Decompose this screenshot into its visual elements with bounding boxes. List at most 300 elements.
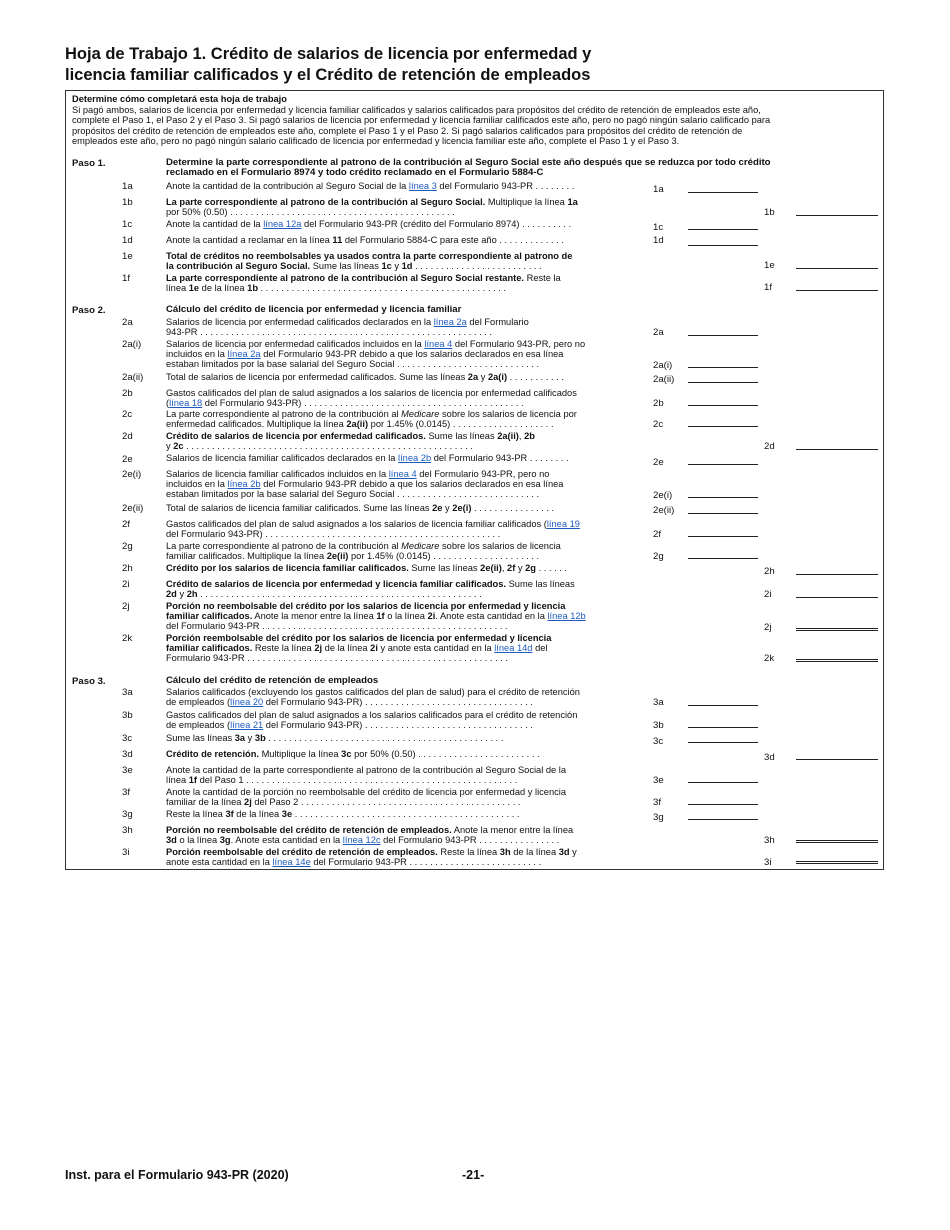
amount-field-2f[interactable] <box>688 536 758 537</box>
line-text <box>166 633 643 663</box>
box-label: 2g <box>653 551 664 562</box>
text: y <box>569 847 577 857</box>
text: 1e <box>188 283 200 293</box>
box-label: 2c <box>653 419 664 430</box>
box-label: 1d <box>653 235 664 246</box>
footer-page-number: -21- <box>462 1168 485 1182</box>
box-label: 1b <box>764 207 775 218</box>
amount-field-3a[interactable] <box>688 705 758 706</box>
text: línea <box>166 775 189 785</box>
box-label: 2e(i) <box>653 490 673 501</box>
line-text <box>166 453 643 463</box>
amount-field-2b[interactable] <box>688 405 758 406</box>
line-number: 1d <box>122 235 133 246</box>
box-label: 1f <box>764 282 773 293</box>
text: por 1.45% (0.0145) . . . . . . . . . . . . . . . . . . . . <box>368 419 554 429</box>
box-label: 2a(ii) <box>653 374 675 385</box>
line-text <box>166 787 643 807</box>
text: de la línea <box>199 283 248 293</box>
text: . . . . . . <box>536 563 567 573</box>
text: 2e(i) <box>452 503 472 513</box>
text: por 50% (0.50) . . . . . . . . . . . . . . . . . . . . . . . . <box>351 749 540 759</box>
amount-field-3e[interactable] <box>688 782 758 783</box>
text: La parte correspondiente al patrono de la contribución al Seguro Social. <box>166 197 486 207</box>
text: 3f <box>225 809 234 819</box>
footer-form-name: Inst. para el Formulario 943-PR (2020) <box>65 1168 289 1182</box>
text: Porción no reembolsable del crédito por los salarios de licencia por enfermedad y licencia <box>166 601 566 611</box>
form-link[interactable]: línea 3 <box>408 181 437 191</box>
text: Porción no reembolsable del crédito de retención de empleados. <box>166 825 452 835</box>
text: del Paso 2 . . . . . . . . . . . . . . . . . . . . . . . . . . . . . . . . . . . . . . . . . . . <box>251 797 521 807</box>
text: Anote la cantidad de la contribución al Seguro Social de la <box>166 181 409 191</box>
text: familiar calificados. <box>166 611 253 621</box>
text: . . . . . . . . . . . . . . . . . . . . . . . . . . . . . . . . . . . . . . . . . . . . . . . . . . . . . . . . <box>183 441 473 451</box>
box-label: 3g <box>653 812 664 823</box>
text: 1f <box>188 775 198 785</box>
amount-field-2d[interactable] <box>796 449 878 450</box>
text: Anote la menor entre la línea <box>451 825 574 835</box>
text: y anote esta cantidad en la <box>377 643 495 653</box>
intro-line: empleados este año, pero no pagó ningún salario calificado de licencia por enfermedad y licencia familiar este año, complete el Paso 1 y el Paso 3. <box>72 136 680 146</box>
line-number: 2e(ii) <box>122 503 144 514</box>
text: 1d <box>401 261 413 271</box>
text: de la línea <box>510 847 559 857</box>
line-1f <box>66 273 883 303</box>
line-text <box>166 687 643 707</box>
text: Anote la menor entre la línea <box>252 611 377 621</box>
text: Salarios calificados (excluyendo los gastos calificados del plan de salud) para el crédito de retención <box>166 687 580 697</box>
step-1-heading-line: Determine la parte correspondiente al patrono de la contribución al Seguro Social este año después que se reduzca por todo crédito <box>166 157 771 168</box>
line-text <box>166 541 643 561</box>
line-text <box>166 431 643 451</box>
line-number: 3g <box>122 809 133 820</box>
text: 3a <box>234 733 246 743</box>
intro-heading: Determine cómo completará esta hoja de trabajo <box>72 94 287 104</box>
text: 3g <box>219 835 231 845</box>
text: por 1.45% (0.0145) . . . . . . . . . . . . . . . . . . . . . <box>348 551 540 561</box>
text: Sume las líneas <box>506 579 575 589</box>
amount-field-1b[interactable] <box>796 215 878 216</box>
form-link[interactable]: línea 19 <box>546 519 580 529</box>
text: 2a(i) <box>487 372 508 382</box>
amount-field-2i[interactable] <box>796 597 878 598</box>
line-text <box>166 388 643 408</box>
line-text <box>166 409 643 429</box>
line-number: 2a <box>122 317 133 328</box>
line-number: 2d <box>122 431 133 442</box>
line-text <box>166 219 643 229</box>
text: Salarios de licencia familiar calificados incluidos en la <box>166 469 389 479</box>
text: del Formulario 943-PR) . . . . . . . . . . . . . . . . . . . . . . . . . . . . . . . . . . . . . . . . . . . . . . <box>166 529 501 539</box>
text: 943-PR . . . . . . . . . . . . . . . . . . . . . . . . . . . . . . . . . . . . . . . . . . . . . . . . . . . . . . . . . <box>166 327 492 337</box>
text: . . . . . . . . . . . . . . . . . . . . . . . . . . . . . . . . . . . . . . . . . . . . . . . . . . . . . . . <box>197 589 482 599</box>
text: 3c <box>341 749 352 759</box>
text: y <box>391 261 402 271</box>
text: Porción reembolsable del crédito por los salarios de licencia por enfermedad y licencia <box>166 633 552 643</box>
line-2j <box>66 601 883 631</box>
amount-field-2e-ii[interactable] <box>688 513 758 514</box>
line-text <box>166 235 643 245</box>
text: 2b <box>524 431 535 441</box>
line-number: 3b <box>122 710 133 721</box>
text: por 50% (0.50) . . . . . . . . . . . . . . . . . . . . . . . . . . . . . . . . . . . . . . . . . . . . <box>166 207 455 217</box>
amount-field-2a[interactable] <box>688 335 758 336</box>
text: . . . . . . . . . . . . . . . . . . . . . . . . . . . . . . . . . . . . . . . . . . . . . . <box>265 733 504 743</box>
text: 2g <box>525 563 536 573</box>
text: del Formulario 943-PR . . . . . . . . <box>431 453 569 463</box>
line-text <box>166 519 643 539</box>
text: 2i <box>370 643 378 653</box>
step-1-heading <box>166 158 866 178</box>
text: sobre los salarios de licencia por <box>439 409 577 419</box>
text: Salarios de licencia por enfermedad calificados declarados en la <box>166 317 434 327</box>
amount-field-2h[interactable] <box>796 574 878 575</box>
line-number: 2e <box>122 454 133 465</box>
text: la contribución al Seguro Social. <box>166 261 311 271</box>
text: 1b <box>247 283 259 293</box>
text: del Paso 1 . . . . . . . . . . . . . . . . . . . . . . . . . . . . . . . . . . . . . . . . . . . . . . . . . . . . . <box>197 775 518 785</box>
text: 2h <box>186 589 198 599</box>
box-label: 3b <box>653 720 664 731</box>
box-label: 2j <box>764 622 772 633</box>
text: La parte correspondiente al patrono de la contribución al <box>166 541 402 551</box>
text: Gastos calificados del plan de salud asignados a los salarios calificados para el crédito de retención <box>166 710 578 720</box>
text: Reste la línea <box>437 847 500 857</box>
text: 2e(ii) <box>326 551 349 561</box>
text: incluidos en la <box>166 349 228 359</box>
text: , <box>501 563 508 573</box>
form-link[interactable]: línea 14d <box>494 643 533 653</box>
text: familiar calificados. Multiplique la línea <box>166 551 327 561</box>
line-number: 1f <box>122 273 131 284</box>
text: estaban limitados por la base salarial del Seguro Social . . . . . . . . . . . . . . . . . . . . . . . . . . . . <box>166 359 540 369</box>
text: Total de salarios de licencia familiar calificados. Sume las líneas <box>166 503 433 513</box>
step-2-heading: Cálculo del crédito de licencia por enfermedad y licencia familiar <box>166 304 462 315</box>
box-label: 1a <box>653 184 664 195</box>
text: Anote la cantidad de la porción no reembolsable del crédito de licencia por enfermedad y licencia <box>166 787 567 797</box>
box-label: 3a <box>653 697 664 708</box>
step-3-heading: Cálculo del crédito de retención de empleados <box>166 675 379 686</box>
intro-block <box>72 94 877 147</box>
text: del Formulario 943-PR) . . . . . . . . . . . . . . . . . . . . . . . . . . . . . . . . . <box>263 720 533 730</box>
text: del Formulario 943-PR . . . . . . . . <box>436 181 575 191</box>
text: Reste la línea <box>252 643 315 653</box>
amount-field-1e[interactable] <box>796 268 878 269</box>
amount-field-3h[interactable] <box>796 840 878 843</box>
worksheet-box <box>65 90 884 870</box>
text: Total de salarios de licencia por enfermedad calificados. Sume las líneas <box>166 372 468 382</box>
text: y <box>515 563 526 573</box>
amount-field-1f[interactable] <box>796 290 878 291</box>
text: Formulario 943-PR . . . . . . . . . . . . . . . . . . . . . . . . . . . . . . . . . . . . . . . . . . . . . . . . . . . <box>166 653 508 663</box>
line-number: 3d <box>122 749 133 760</box>
box-label: 3d <box>764 752 775 763</box>
amount-field-3c[interactable] <box>688 742 758 743</box>
form-link[interactable]: línea 18 <box>169 398 203 408</box>
amount-field-2a-i[interactable] <box>688 367 758 368</box>
line-text <box>166 251 643 271</box>
text: y <box>166 441 174 451</box>
text: Porción reembolsable del crédito de retención de empleados. <box>166 847 438 857</box>
text: 2j <box>314 643 323 653</box>
text: Anote la cantidad a reclamar en la línea <box>166 235 333 245</box>
form-link[interactable]: línea 20 <box>230 697 264 707</box>
line-text <box>166 825 643 845</box>
line-text <box>166 733 643 743</box>
amount-field-2j[interactable] <box>796 628 878 631</box>
box-label: 2a <box>653 327 664 338</box>
line-text <box>166 181 643 191</box>
box-label: 2k <box>764 653 775 664</box>
text: , <box>518 431 525 441</box>
text: Multiplique la línea <box>258 749 342 759</box>
text: Reste la línea <box>166 809 226 819</box>
text: del Formulario 943-PR, pero no <box>416 469 550 479</box>
text: . . . . . . . . . . . . . . . . . . . . . . . . . . . . . . . . . . . . . . . . . . . . . . . . <box>258 283 506 293</box>
text: 2i <box>427 611 436 621</box>
text: Salarios de licencia familiar calificados declarados en la <box>166 453 399 463</box>
line-text <box>166 749 643 759</box>
text: 2c <box>173 441 184 451</box>
text: Sume las líneas <box>310 261 382 271</box>
text: de empleados ( <box>166 720 231 730</box>
line-text <box>166 847 643 867</box>
text: de empleados ( <box>166 697 231 707</box>
amount-field-3d[interactable] <box>796 759 878 760</box>
intro-line: Si pagó ambos, salarios de licencia por enfermedad y licencia familiar calificados y salarios calificados para propósitos del crédito de retención de empleados este año, <box>72 104 761 115</box>
box-label: 2e <box>653 457 664 468</box>
text: de la línea <box>322 643 371 653</box>
form-link[interactable]: línea 12a <box>263 219 302 229</box>
text: Gastos calificados del plan de salud asignados a los salarios de licencia familiar calificados ( <box>166 519 547 529</box>
text: incluidos en la <box>166 479 228 489</box>
line-2e-i <box>66 469 883 499</box>
text: Anote la cantidad de la parte correspondiente al patrono de la contribución al Seguro Social de la <box>166 765 567 775</box>
box-label: 2a(i) <box>653 360 673 371</box>
text: . . . . . . . . . . . . . . . . <box>471 503 555 513</box>
box-label: 3h <box>764 835 775 846</box>
amount-field-1c[interactable] <box>688 229 758 230</box>
text: . . . . . . . . . . . . . . . . . . . . . . . . . . . . . . . . . . . . . . . . . . . . <box>292 809 520 819</box>
line-number: 2j <box>122 601 130 612</box>
text: sobre los salarios de licencia <box>439 541 561 551</box>
line-number: 2c <box>122 409 133 420</box>
text: 2f <box>507 563 516 573</box>
text: Sume las líneas <box>408 563 481 573</box>
text: Salarios de licencia por enfermedad calificados incluidos en la <box>166 339 425 349</box>
amount-field-1a[interactable] <box>688 192 758 193</box>
text: familiar calificados. <box>166 643 253 653</box>
step-1-label: Paso 1. <box>72 158 106 169</box>
form-link[interactable]: línea 2b <box>227 479 261 489</box>
amount-field-2e[interactable] <box>688 464 758 465</box>
amount-field-2c[interactable] <box>688 426 758 427</box>
box-label: 3f <box>653 797 662 808</box>
line-number: 2a(i) <box>122 339 142 350</box>
form-link[interactable]: línea 4 <box>388 469 417 479</box>
line-number: 3a <box>122 687 133 698</box>
title-line-1: Hoja de Trabajo 1. Crédito de salarios de licencia por enfermedad y <box>65 45 592 63</box>
text: Medicare <box>401 409 440 419</box>
line-number: 2e(i) <box>122 469 142 480</box>
text: La parte correspondiente al patrono de la contribución al <box>166 409 402 419</box>
amount-field-2k[interactable] <box>796 659 878 662</box>
text: del Formulario 943-PR, pero no <box>452 339 586 349</box>
box-label: 2b <box>653 398 664 409</box>
text: del Formulario 943-PR) . . . . . . . . . . . . . . . . . . . . . . . . . . . . . . . . . . . . . . . . . . . <box>202 398 524 408</box>
step-2-label: Paso 2. <box>72 305 106 316</box>
line-number: 2i <box>122 579 130 590</box>
text: 2d <box>166 589 177 599</box>
amount-field-2e-i[interactable] <box>688 497 758 498</box>
text: Gastos calificados del plan de salud asignados a los salarios de licencia por enfermedad calificados <box>166 388 577 398</box>
worksheet-title <box>65 44 885 86</box>
text: 2e <box>432 503 443 513</box>
text: del Formulario 943-PR) . . . . . . . . . . . . . . . . . . . . . . . . . . . . . . . . . <box>263 697 533 707</box>
text: y <box>442 503 453 513</box>
form-link[interactable]: línea 12c <box>342 835 381 845</box>
title-line-2: licencia familiar calificados y el Crédito de retención de empleados <box>65 66 591 84</box>
text: del <box>532 643 548 653</box>
line-number: 1a <box>122 181 133 192</box>
amount-field-3i[interactable] <box>796 861 878 864</box>
line-number: 1e <box>122 251 133 262</box>
line-text <box>166 339 643 369</box>
line-text <box>166 563 643 573</box>
box-label: 2d <box>764 441 775 452</box>
text: y <box>176 589 187 599</box>
box-label: 2e(ii) <box>653 505 675 516</box>
amount-field-3b[interactable] <box>688 727 758 728</box>
line-text <box>166 273 643 293</box>
line-number: 2b <box>122 388 133 399</box>
text: del Formulario 943-PR . . . . . . . . . . . . . . . . . . . . . . . . . . <box>310 857 542 867</box>
box-label: 3c <box>653 736 664 747</box>
text: 2a(ii) <box>346 419 369 429</box>
line-text <box>166 579 643 599</box>
text: 2e(ii) <box>480 563 502 573</box>
text: y <box>478 372 488 382</box>
box-label: 2i <box>764 589 772 600</box>
text: de la línea <box>233 809 282 819</box>
text: Sume las líneas <box>425 431 498 441</box>
box-label: 3i <box>764 857 772 868</box>
line-text <box>166 317 643 337</box>
text: 3d <box>558 847 570 857</box>
text: 3h <box>499 847 511 857</box>
line-number: 3i <box>122 847 130 858</box>
text: Total de créditos no reembolsables ya usados contra la parte correspondiente al patrono de <box>166 251 573 261</box>
text: Crédito de retención. <box>166 749 259 759</box>
line-text <box>166 809 643 819</box>
text: del Formulario 943-PR debido a que los salarios declarados en esa línea <box>260 349 564 359</box>
box-label: 1c <box>653 222 664 233</box>
text: 1c <box>381 261 392 271</box>
text: 2a <box>467 372 479 382</box>
box-label: 2f <box>653 529 662 540</box>
line-text <box>166 372 643 382</box>
text: estaban limitados por la base salarial del Seguro Social . . . . . . . . . . . . . . . . . . . . . . . . . . . . <box>166 489 540 499</box>
text: 3b <box>254 733 266 743</box>
step-3-label: Paso 3. <box>72 676 106 687</box>
line-text <box>166 503 643 513</box>
form-link[interactable]: línea 2a <box>227 349 261 359</box>
amount-field-1d[interactable] <box>688 245 758 246</box>
text: La parte correspondiente al patrono de la contribución al Seguro Social restante. <box>166 273 525 283</box>
line-text <box>166 765 643 785</box>
line-number: 3e <box>122 765 133 776</box>
line-text <box>166 469 643 499</box>
text: 1f <box>376 611 385 621</box>
text: . . . . . . . . . . . <box>507 372 564 382</box>
line-number: 2f <box>122 519 131 530</box>
text: Crédito por los salarios de licencia familiar calificados. <box>166 563 409 573</box>
text: Reste la <box>524 273 561 283</box>
line-text <box>166 601 643 631</box>
text: Crédito de salarios de licencia por enfermedad calificados. <box>166 431 426 441</box>
line-3i <box>66 847 883 877</box>
box-label: 2h <box>764 566 775 577</box>
text: . . . . . . . . . . . . . . . . . . . . . . . . . <box>412 261 542 271</box>
line-number: 3c <box>122 733 133 744</box>
text: o la línea <box>384 611 428 621</box>
line-number: 1b <box>122 197 133 208</box>
form-link[interactable]: línea 2a <box>433 317 467 327</box>
text: del Formulario 943-PR . . . . . . . . . . . . . . . . . . . . . . . . . . . . . . . . . . . . . . . . . . . . . . . . <box>166 621 508 631</box>
text: Medicare <box>401 541 440 551</box>
text: línea <box>166 283 189 293</box>
amount-field-2a-ii[interactable] <box>688 382 758 383</box>
amount-field-3f[interactable] <box>688 804 758 805</box>
box-label: 1e <box>764 260 775 271</box>
amount-field-2g[interactable] <box>688 558 758 559</box>
form-link[interactable]: línea 12b <box>547 611 586 621</box>
text: 3e <box>281 809 293 819</box>
text: familiar de la línea <box>166 797 245 807</box>
text: del Formulario 943-PR debido a que los salarios declarados en esa línea <box>260 479 564 489</box>
text: . Anote esta cantidad en la <box>435 611 548 621</box>
form-link[interactable]: línea 14e <box>272 857 311 867</box>
line-2k <box>66 633 883 663</box>
intro-line: propósitos del crédito de retención de empleados este año, complete el Paso 1 y el Paso 2. Si pagó salarios calificados para propósitos del crédito de retención de <box>72 125 743 136</box>
line-number: 2g <box>122 541 133 552</box>
text: 2a(ii) <box>497 431 519 441</box>
line-text <box>166 197 643 217</box>
text: Crédito de salarios de licencia por enfermedad y licencia familiar calificados. <box>166 579 506 589</box>
text: o la línea <box>176 835 220 845</box>
text: . Anote esta cantidad en la <box>230 835 343 845</box>
line-2a-i <box>66 339 883 369</box>
text: ( <box>166 398 170 408</box>
form-link[interactable]: línea 4 <box>424 339 453 349</box>
form-link[interactable]: línea 2b <box>398 453 432 463</box>
text: 2j <box>244 797 252 807</box>
text: Anote la cantidad de la <box>166 219 264 229</box>
line-number: 2a(ii) <box>122 372 144 383</box>
form-link[interactable]: línea 21 <box>230 720 264 730</box>
text: del Formulario 943-PR (crédito del Formulario 8974) . . . . . . . . . . <box>301 219 572 229</box>
amount-field-3g[interactable] <box>688 819 758 820</box>
line-text <box>166 710 643 730</box>
text: 11 <box>332 235 343 245</box>
line-number: 3h <box>122 825 133 836</box>
text: enfermedad calificados. Multiplique la línea <box>166 419 347 429</box>
text: anote esta cantidad en la <box>166 857 273 867</box>
line-number: 1c <box>122 219 133 230</box>
text: 1a <box>567 197 578 207</box>
text: 3d <box>166 835 177 845</box>
text: del Formulario 5884-C para este año . . . . . . . . . . . . . <box>342 235 564 245</box>
